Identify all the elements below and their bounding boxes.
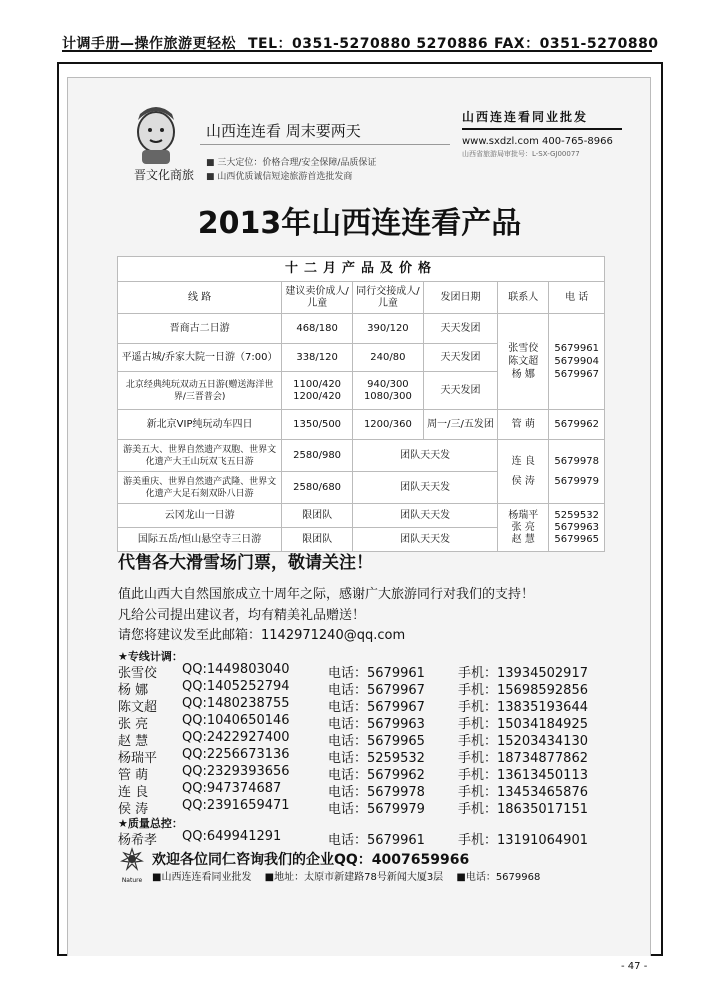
header-trade: 同行交接成人/儿童 [353,282,424,314]
retail-cell: 2580/680 [282,472,353,504]
contact-name: 张 亮 [511,521,535,533]
gift-text: 凡给公司提出建议者，均有精美礼品赠送！ [118,608,366,623]
route-cell: 国际五岳/恒山悬空寺三日游 [118,528,282,552]
departure-cell: 团队天天发 [353,440,498,472]
quality-qq: QQ:649941291 [182,829,282,844]
footer-address: ■地址：太原市新建路78号新闻大厦3层 [264,872,444,883]
planner-name: 张 亮 [118,717,149,732]
retail-cell: 限团队 [282,528,353,552]
route-cell: 游美重庆、世界自然遗产武隆、世界文化遗产大足石刻双卧八日游 [118,472,282,504]
planner-mobile: 手机：15698592856 [458,683,588,698]
header-departure: 发团日期 [423,282,497,314]
contact-name: 杨瑞平 [508,509,539,521]
brand-bullet-2: ■ 山西优质诚信短途旅游首选批发商 [206,172,353,182]
planner-tel: 电话：5679963 [328,717,425,732]
footer-info [152,868,550,883]
retail-cell: 468/180 [282,314,353,344]
trade-cell: 940/300 1080/300 [353,372,424,410]
departure-cell: 天天发团 [423,344,497,372]
planner-qq: QQ:1040650146 [182,713,290,728]
wholesale-note: 山西省旅游局审批号：L-SX-GJ00077 [462,150,580,158]
footer-company: ■山西连连看同业批发 [152,872,252,883]
retail-cell: 1100/420 1200/420 [282,372,353,410]
header-contact: 联系人 [498,282,549,314]
planner-name: 侯 涛 [118,802,149,817]
planner-mobile: 手机：13835193644 [458,700,588,715]
planner-name: 陈文超 [118,700,158,715]
contact-name: 侯 涛 [511,475,535,487]
phone-cell [549,504,605,552]
route-cell: 北京经典纯玩双动五日游(赠送海洋世界/三晋普会) [118,372,282,410]
contact-phone: 5679979 [554,475,599,487]
route-cell: 晋商古二日游 [118,314,282,344]
planner-name: 管 萌 [118,768,149,783]
planner-mobile: 手机：15034184925 [458,717,588,732]
contact-phone: 5679965 [554,533,599,545]
retail-cell: 338/120 [282,344,353,372]
planner-qq: QQ:2329393656 [182,764,290,779]
trade-cell: 390/120 [353,314,424,344]
planner-tel: 电话：5679979 [328,802,425,817]
planner-mobile: 手机：18635017151 [458,802,588,817]
header-slogan: 计调手册—操作旅游更轻松 [62,36,236,52]
planner-mobile: 手机：18734877862 [458,751,588,766]
header-phone: 电 话 [549,282,605,314]
contact-name: 赵 慧 [511,533,535,545]
contact-name: 连 良 [511,455,535,467]
route-cell: 云冈龙山一日游 [118,504,282,528]
contact-cell: 管 萌 [498,410,549,440]
contact-cell [498,314,549,410]
planner-name: 连 良 [118,785,149,800]
anniversary-text: 值此山西大自然国旅成立十周年之际，感谢广大旅游同行对我们的支持！ [118,587,535,602]
wholesale-block [462,108,622,159]
planners-label: ★专线计调： [118,650,183,663]
flower-icon [118,847,146,873]
departure-cell: 团队天天发 [353,472,498,504]
planner-name: 张雪佼 [118,666,158,681]
header-route: 线 路 [118,282,282,314]
quality-tel: 电话：5679961 [328,833,425,848]
page-number: - 47 - [621,961,648,972]
page-header [62,30,659,54]
header-retail: 建议卖价成人/儿童 [282,282,353,314]
wholesale-title: 山西连连看同业批发 [462,108,622,130]
planner-qq: QQ:947374687 [182,781,282,796]
quality-mobile: 手机：13191064901 [458,833,588,848]
welcome-text: 欢迎各位同仁咨询我们的企业QQ：4007659966 [152,852,470,868]
contact-cell [498,504,549,552]
route-cell: 平遥古城/乔家大院一日游（7:00） [118,344,282,372]
planner-mobile: 手机：13934502917 [458,666,588,681]
trade-cell: 240/80 [353,344,424,372]
product-table [117,256,605,552]
trade-cell: 1200/360 [353,410,424,440]
planner-qq: QQ:2391659471 [182,798,290,813]
planner-tel: 电话：5679962 [328,768,425,783]
phone-cell [549,440,605,504]
header-tel: TEL：0351-5270880 5270886 [248,36,489,52]
nature-logo-text: Nature [121,877,143,884]
departure-cell: 团队天天发 [353,504,498,528]
departure-cell: 团队天天发 [353,528,498,552]
departure-cell: 天天发团 [423,314,497,344]
contact-phone: 5679961 [554,343,599,354]
departure-cell: 天天发团 [423,372,497,410]
planner-qq: QQ:2422927400 [182,730,290,745]
quality-label: ★质量总控： [118,817,183,830]
route-cell: 游美五大、世界自然遗产双胞、世界文化遗产大王山玩双飞五日游 [118,440,282,472]
brand-slogan: 山西连连看 周末要两天 [206,122,361,140]
contact-phone: 5679963 [554,521,599,533]
nature-logo-icon [118,847,146,883]
email-text: 请您将建议发至此邮箱：1142971240@qq.com [118,628,406,643]
contact-name: 杨 娜 [511,369,535,380]
header-fax: FAX：0351-5270880 [494,36,659,52]
planner-tel: 电话：5679967 [328,683,425,698]
contact-phone: 5679904 [554,356,599,367]
planner-tel: 电话：5679965 [328,734,425,749]
table-caption: 十二月产品及价格 [118,257,605,282]
brand-name: 晋文化商旅 [134,168,195,182]
contact-phone: 5679967 [554,369,599,380]
retail-cell: 2580/980 [282,440,353,472]
planner-qq: QQ:1480238755 [182,696,290,711]
brand-bullet-1: ■ 三大定位：价格合理/安全保障/品质保证 [206,158,377,168]
phone-cell [549,314,605,410]
planner-qq: QQ:2256673136 [182,747,290,762]
planner-mobile: 手机：15203434130 [458,734,588,749]
page-title: 2013年山西连连看产品 [197,206,522,241]
retail-cell: 1350/500 [282,410,353,440]
planner-mobile: 手机：13453465876 [458,785,588,800]
planner-mobile: 手机：13613450113 [458,768,588,783]
contact-phone: 5679978 [554,455,599,467]
planner-name: 赵 慧 [118,734,149,749]
planner-tel: 电话：5679967 [328,700,425,715]
ski-ticket-headline: 代售各大滑雪场门票，敬请关注！ [118,553,373,573]
contact-phone: 5259532 [554,509,599,521]
phone-cell: 5679962 [549,410,605,440]
contact-cell [498,440,549,504]
contact-name: 张雪佼 [508,343,539,354]
planner-tel: 电话：5679961 [328,666,425,681]
footer-phone: ■电话：5679968 [456,872,541,883]
planner-qq: QQ:1449803040 [182,662,290,677]
contact-name: 陈文超 [508,356,539,367]
retail-cell: 限团队 [282,504,353,528]
route-cell: 新北京VIP纯玩动车四日 [118,410,282,440]
brand-logo [120,98,210,188]
departure-cell: 周一/三/五发团 [423,410,497,440]
planner-name: 杨瑞平 [118,751,158,766]
planner-tel: 电话：5679978 [328,785,425,800]
wholesale-site: www.sxdzl.com 400-765-8966 [462,136,613,147]
header-rule [62,50,652,52]
quality-name: 杨希孝 [118,833,158,848]
planner-tel: 电话：5259532 [328,751,425,766]
planner-qq: QQ:1405252794 [182,679,290,694]
planner-name: 杨 娜 [118,683,149,698]
